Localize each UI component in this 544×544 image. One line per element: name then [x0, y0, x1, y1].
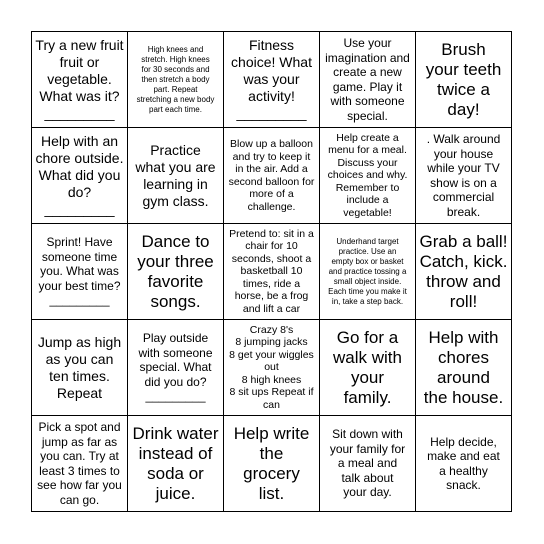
- bingo-cell[interactable]: [224, 224, 320, 320]
- bingo-cell[interactable]: [320, 224, 416, 320]
- cell-text: Help with chores around the house.: [423, 327, 504, 407]
- cell-text: Try a new fruit fruit or vegetable. What was it? _________: [35, 37, 124, 121]
- cell-text: High knees and stretch. High knees for 30 seconds and then stretch a body part. Repeat stretching a new body part each time.: [136, 44, 215, 114]
- cell-text: Go for a walk with your family.: [333, 327, 402, 407]
- bingo-cell[interactable]: [32, 128, 128, 224]
- bingo-cell[interactable]: [128, 32, 224, 128]
- bingo-cell[interactable]: [416, 128, 512, 224]
- bingo-cell[interactable]: [32, 224, 128, 320]
- cell-text: Help decide, make and eat a healthy snack.: [427, 434, 500, 492]
- bingo-cell[interactable]: [320, 128, 416, 224]
- bingo-cell[interactable]: [224, 320, 320, 416]
- bingo-cell[interactable]: [224, 128, 320, 224]
- bingo-cell[interactable]: [320, 416, 416, 512]
- cell-text: Play outside with someone special. What did you do? _________: [138, 331, 213, 404]
- cell-text: Sprint! Have someone time you. What was your best time? _________: [38, 235, 121, 308]
- cell-text: Help create a menu for a meal. Discuss your choices and why. Remember to include a vegetable!: [327, 131, 408, 219]
- cell-text: Pretend to: sit in a chair for 10 seconds, shoot a basketball 10 times, ride a horse, be a frog and lift a car: [229, 227, 314, 315]
- cell-text: Pick a spot and jump as far as you can. Try at least 3 times to see how far you can go.: [37, 420, 122, 507]
- bingo-cell[interactable]: [32, 320, 128, 416]
- bingo-cell[interactable]: [32, 416, 128, 512]
- bingo-cell[interactable]: [416, 416, 512, 512]
- cell-text: Crazy 8's 8 jumping jacks 8 get your wiggles out 8 high knees 8 sit ups Repeat if can: [229, 323, 314, 411]
- bingo-cell[interactable]: [128, 416, 224, 512]
- cell-text: Fitness choice! What was your activity! _________: [231, 37, 312, 121]
- bingo-cell[interactable]: [128, 224, 224, 320]
- bingo-board: [31, 31, 512, 512]
- cell-text: . Walk around your house while your TV show is on a commercial break.: [426, 132, 501, 219]
- cell-text: Dance to your three favorite songs.: [137, 231, 214, 311]
- bingo-cell[interactable]: [224, 416, 320, 512]
- cell-text: Drink water instead of soda or juice.: [132, 423, 219, 503]
- cell-text: Grab a ball! Catch, kick. throw and roll!: [419, 231, 508, 311]
- bingo-cell[interactable]: [416, 224, 512, 320]
- cell-text: Use your imagination and create a new game. Play it with someone special.: [325, 36, 410, 123]
- cell-text: Blow up a balloon and try to keep it in the air. Add a second balloon for more of a challenge.: [228, 138, 315, 213]
- bingo-cell[interactable]: [320, 320, 416, 416]
- cell-text: Practice what you are learning in gym class.: [135, 141, 216, 209]
- cell-text: Brush your teeth twice a day!: [425, 39, 502, 119]
- bingo-cell[interactable]: [224, 32, 320, 128]
- cell-text: Underhand target practice. Use an empty box or basket and practice tossing a small object inside. Each time you make it in, take a step back.: [328, 236, 407, 306]
- cell-text: Jump as high as you can ten times. Repeat: [37, 333, 122, 401]
- bingo-cell[interactable]: [416, 32, 512, 128]
- bingo-cell[interactable]: [416, 320, 512, 416]
- cell-text: Help with an chore outside. What did you do? _________: [35, 133, 124, 217]
- cell-text: Help write the grocery list.: [233, 423, 310, 503]
- cell-text: Sit down with your family for a meal and talk about your day.: [329, 427, 406, 500]
- bingo-cell[interactable]: [128, 320, 224, 416]
- bingo-cell[interactable]: [32, 32, 128, 128]
- bingo-cell[interactable]: [128, 128, 224, 224]
- bingo-cell[interactable]: [320, 32, 416, 128]
